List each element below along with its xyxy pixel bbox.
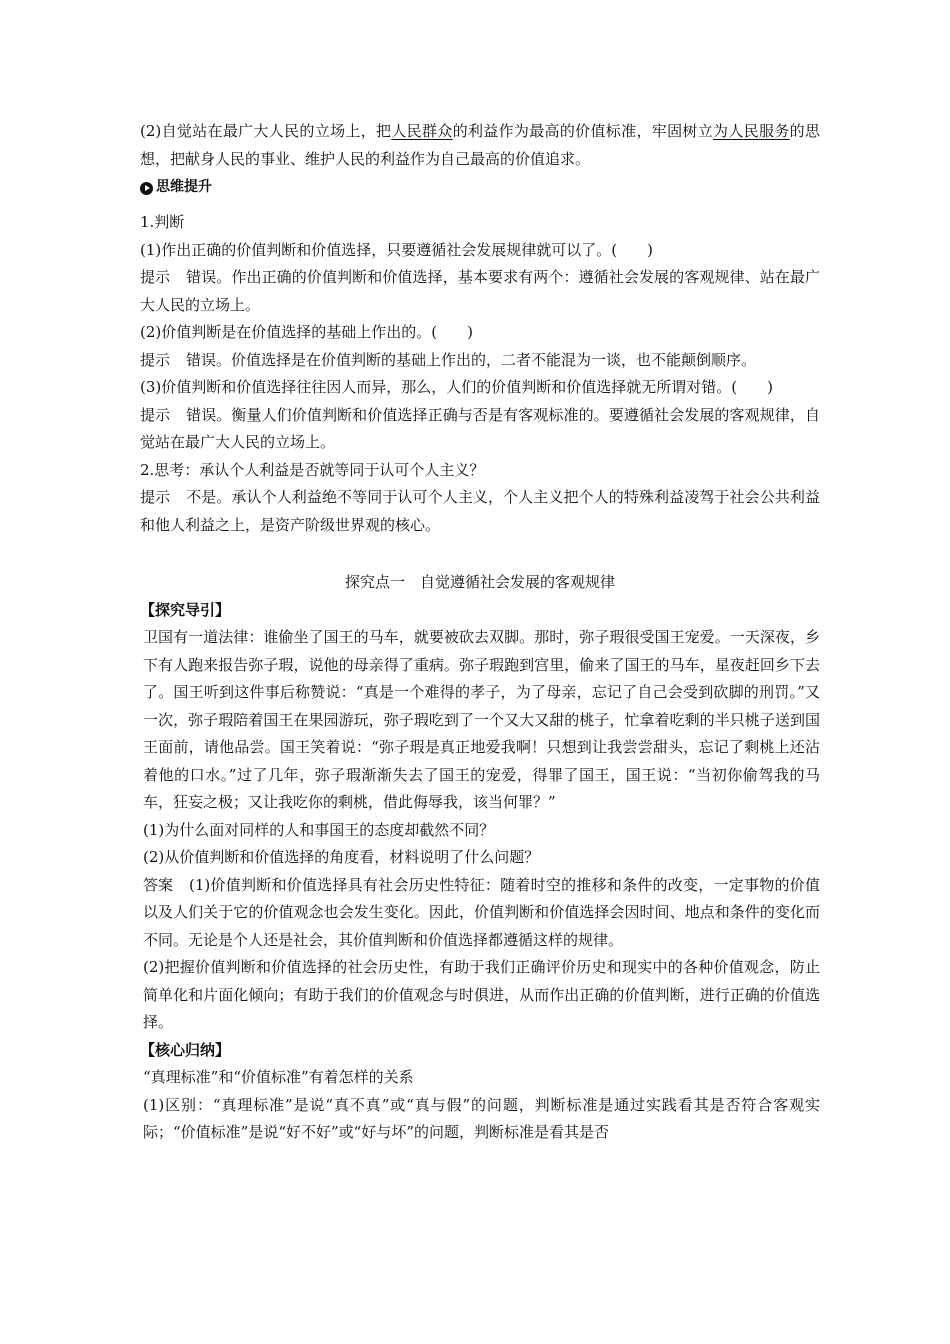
tip-label: 提示 (140, 268, 171, 286)
think-answer: 提示 不是。承认个人利益绝不等同于认可个人主义，个人主义把个人的特殊利益凌驾于社会公共利益和他人利益之上，是资产阶级世界观的核心。 (140, 484, 820, 539)
tip-label: 提示 (140, 350, 171, 369)
play-circle-icon (140, 182, 153, 195)
document-page (140, 118, 820, 1147)
underlined-term-people: 人民群众 (391, 122, 453, 140)
judge-question-1: (1)作出正确的价值判断和价值选择，只要遵循社会发展规律就可以了。( ) (140, 240, 653, 259)
guide-question-1: (1)为什么面对同样的人和事国王的态度却截然不同？ (143, 820, 495, 839)
paragraph-stand-with-people: (2)自觉站在最广大人民的立场上，把人民群众的利益作为最高的价值标准，牢固树立为人民服务的思想，把献身人民的事业、维护人民的利益作为自己最高的价值追求。 (140, 122, 820, 168)
guide-label: 【探究导引】 (140, 600, 231, 619)
guide-question-2: (2)从价值判断和价值选择的角度看，材料说明了什么问题？ (143, 848, 540, 866)
judge-question-3: (3)价值判断和价值选择往往因人而异，那么，人们的价值判断和价值选择就无所谓对错。( ) (140, 378, 773, 396)
judge-answer-3: 提示 错误。衡量人们价值判断和价值选择正确与否是有客观标准的。要遵循社会发展的客观规律，自觉站在最广大人民的立场上。 (140, 402, 820, 457)
underlined-term-serve-people: 为人民服务 (713, 122, 790, 140)
explore-point-title: 探究点一 自觉遵循社会发展的客观规律 (344, 573, 615, 591)
guide-answer-1: 答案 (1)价值判断和价值选择具有社会历史性特征：随着时空的推移和条件的改变，一定事物的价值以及人们关于它的价值观念也会发生变化。因此，价值判断和价值选择会因时间、地点和条件的变化而不同。无论是个人还是社会，其价值判断和价值选择都遵循这样的规律。 (140, 872, 820, 955)
core-label: 【核心归纳】 (140, 1040, 231, 1059)
section-header-thinking (140, 173, 820, 203)
section-title: 思维提升 (156, 179, 212, 196)
judge-answer-1: 提示 错误。作出正确的价值判断和价值选择，基本要求有两个：遵循社会发展的客观规律、站在最广大人民的立场上。 (140, 264, 820, 319)
think-question: 2.思考：承认个人利益是否就等同于认可个人主义？ (140, 460, 485, 479)
judge-answer-2: 提示 错误。价值选择是在价值判断的基础上作出的，二者不能混为一谈，也不能颠倒顺序。 (140, 347, 820, 375)
answer-label: 答案 (143, 875, 174, 894)
core-difference: (1)区别：“真理标准”是说“真不真”或“真与假”的问题，判断标准是通过实践看其是否符合客观实际；“价值标准”是说“好不好”或“好与坏”的问题，判断标准是看其是否 (143, 1095, 820, 1141)
guide-story: 卫国有一道法律：谁偷坐了国王的马车，就要被砍去双脚。那时，弥子瑕很受国王宠爱。一天深夜，乡下有人跑来报告弥子瑕，说他的母亲得了重病。弥子瑕跑到宫里，偷来了国王的马车，星夜赶回乡下去了。国王听到这件事后称赞说：“真是一个难得的孝子，为了母亲，忘记了自己会受到砍脚的刑罚。”又一次，弥子瑕陪着国王在果园游玩，弥子瑕吃到了一个又大又甜的桃子，忙拿着吃剩的半只桃子送到国王面前，请他品尝。国王笑着说：“弥子瑕是真正地爱我啊！只想到让我尝尝甜头，忘记了剩桃上还沾着他的口水。”过了几年，弥子瑕渐渐失去了国王的宠爱，得罪了国王，国王说：“当初你偷驾我的马车，狂妄之极；又让我吃你的剩桃，借此侮辱我，该当何罪？” (143, 628, 820, 811)
core-title: “真理标准”和“价值标准”有着怎样的关系 (143, 1068, 414, 1086)
tip-label: 提示 (140, 405, 171, 424)
judge-heading: 1.判断 (140, 213, 185, 231)
tip-label: 提示 (140, 488, 171, 506)
guide-answer-2: (2)把握价值判断和价值选择的社会历史性，有助于我们正确评价历史和现实中的各种价值观念，防止简单化和片面化倾向；有助于我们的价值观念与时俱进，从而作出正确的价值判断，进行正确的价值选择。 (143, 958, 820, 1031)
judge-question-2: (2)价值判断是在价值选择的基础上作出的。( ) (140, 323, 473, 341)
